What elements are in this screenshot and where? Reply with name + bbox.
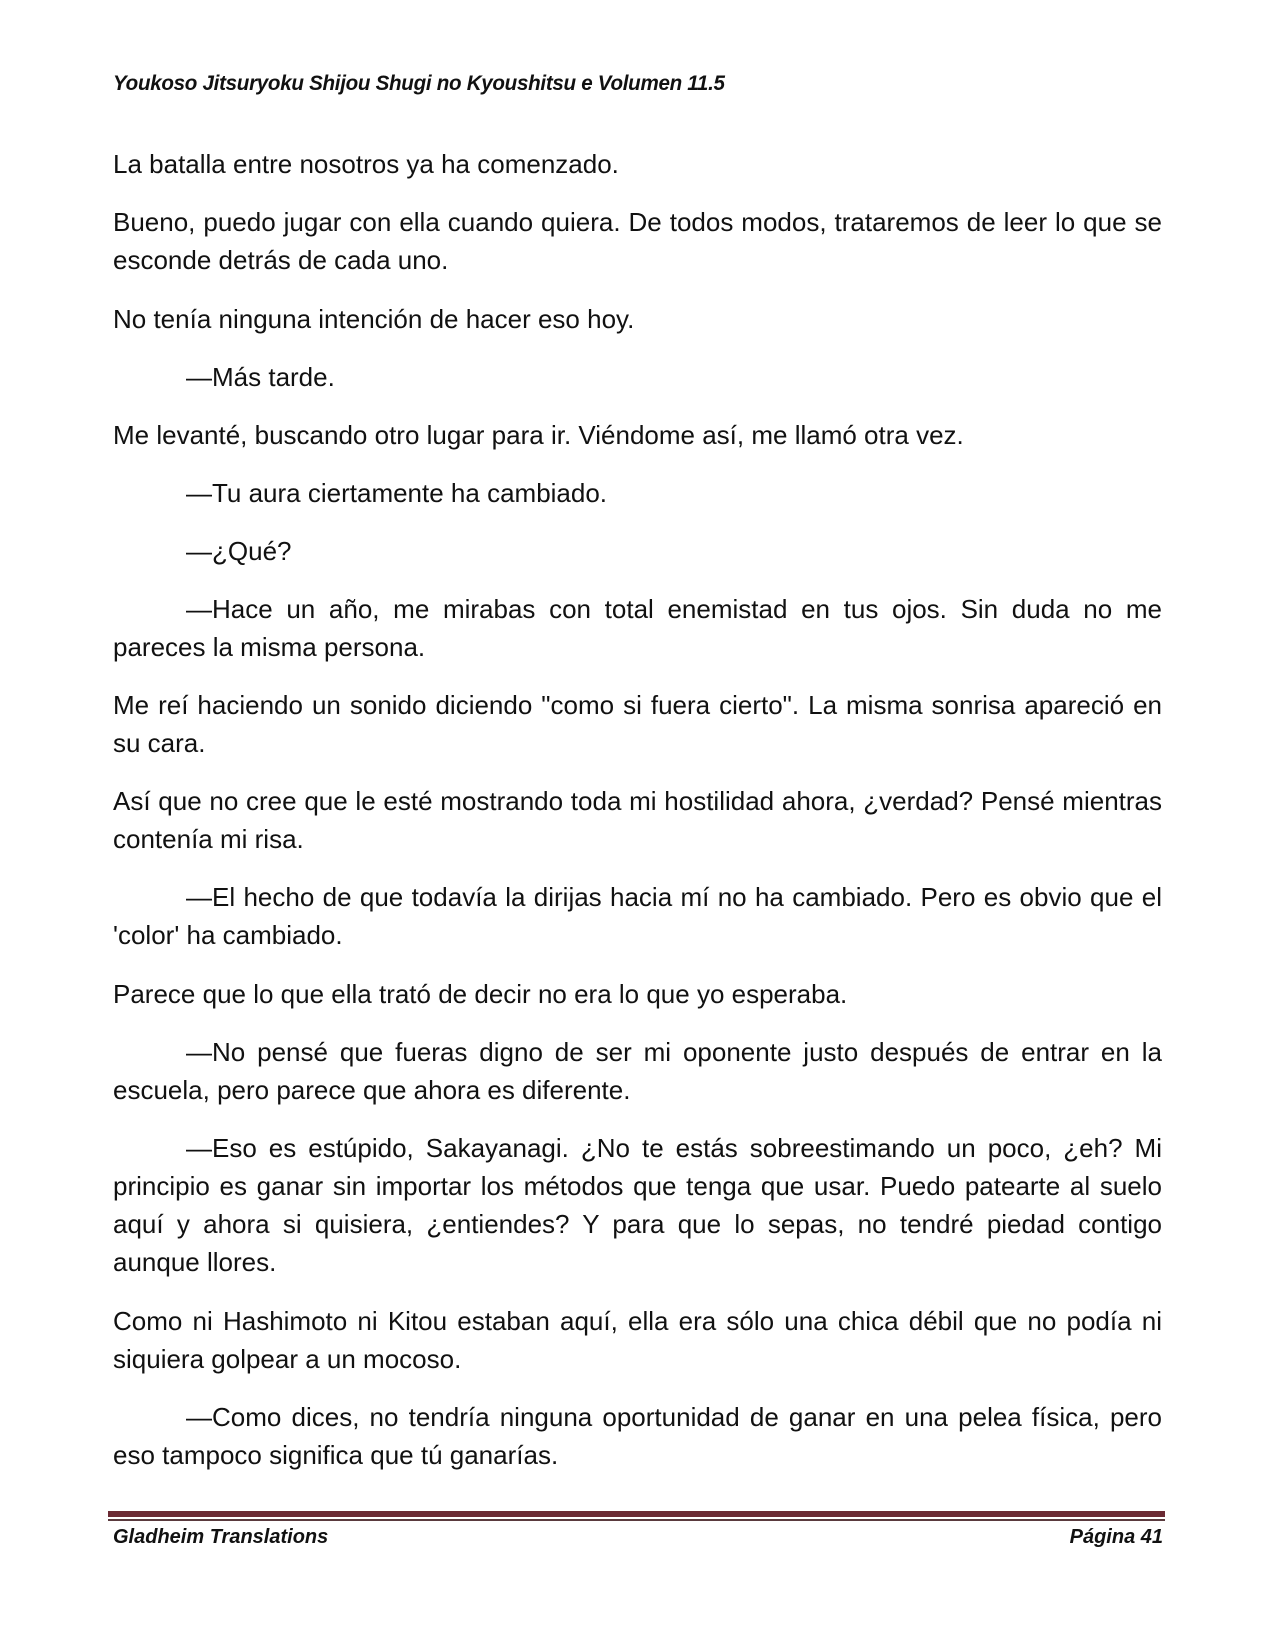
- paragraph: La batalla entre nosotros ya ha comenzado.: [113, 149, 619, 179]
- dialogue-paragraph: —Eso es estúpido, Sakayanagi. ¿No te estás sobreestimando un poco, ¿eh? Mi principio es ganar sin importar los métodos que tenga que usar. Puedo patearte al suelo aquí y ahora si quisiera, ¿entiendes? Y para que lo sepas, no tendré piedad contigo aunque llores.: [113, 1133, 1162, 1277]
- dialogue-paragraph: —No pensé que fueras digno de ser mi oponente justo después de entrar en la escuela, pero parece que ahora es diferente.: [113, 1037, 1162, 1105]
- footer-translator-credit: Gladheim Translations: [113, 1526, 329, 1548]
- paragraph: Bueno, puedo jugar con ella cuando quiera. De todos modos, trataremos de leer lo que se esconde detrás de cada uno.: [113, 207, 1162, 275]
- paragraph: Parece que lo que ella trató de decir no era lo que yo esperaba.: [113, 979, 848, 1009]
- paragraph: Como ni Hashimoto ni Kitou estaban aquí, ella era sólo una chica débil que no podía ni siquiera golpear a un mocoso.: [113, 1306, 1162, 1374]
- running-header: Youkoso Jitsuryoku Shijou Shugi no Kyoushitsu e Volumen 11.5: [113, 72, 725, 95]
- dialogue-paragraph: —Hace un año, me mirabas con total enemistad en tus ojos. Sin duda no me pareces la misma persona.: [113, 594, 1162, 662]
- dialogue-paragraph: —Tu aura ciertamente ha cambiado.: [186, 478, 608, 508]
- paragraph: Me reí haciendo un sonido diciendo "como si fuera cierto". La misma sonrisa apareció en su cara.: [113, 690, 1162, 758]
- paragraph: Me levanté, buscando otro lugar para ir. Viéndome así, me llamó otra vez.: [113, 420, 964, 450]
- dialogue-paragraph: —Más tarde.: [186, 362, 335, 392]
- dialogue-paragraph: —¿Qué?: [186, 536, 292, 566]
- footer-rule-thin: [108, 1519, 1165, 1521]
- paragraph: Así que no cree que le esté mostrando toda mi hostilidad ahora, ¿verdad? Pensé mientras contenía mi risa.: [113, 786, 1162, 854]
- paragraph: No tenía ninguna intención de hacer eso hoy.: [113, 304, 635, 334]
- dialogue-paragraph: —El hecho de que todavía la dirijas hacia mí no ha cambiado. Pero es obvio que el 'color' ha cambiado.: [113, 882, 1162, 950]
- footer-rule-thick: [108, 1511, 1165, 1517]
- page-number: Página 41: [1069, 1526, 1163, 1548]
- dialogue-paragraph: —Como dices, no tendría ninguna oportunidad de ganar en una pelea física, pero eso tampoco significa que tú ganarías.: [113, 1402, 1162, 1470]
